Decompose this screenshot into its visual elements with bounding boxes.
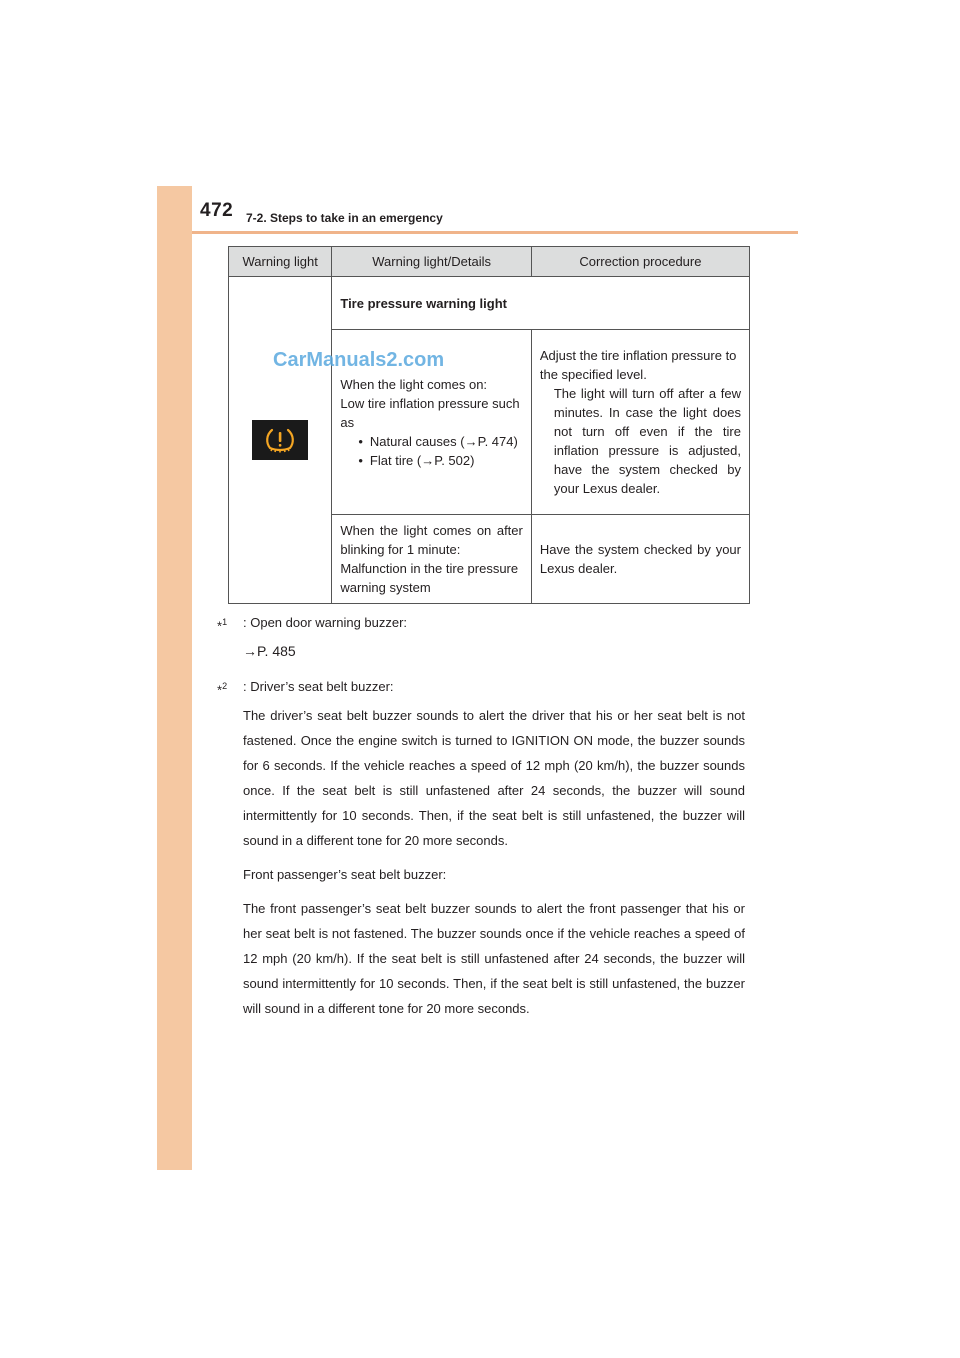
column-header-warning-light: Warning light bbox=[229, 247, 332, 277]
details-cell-malfunction bbox=[332, 515, 532, 604]
footnotes bbox=[210, 610, 745, 1021]
watermark-logo: CarManuals2.com bbox=[273, 349, 445, 371]
section-title: 7-2. Steps to take in an emergency bbox=[246, 211, 443, 225]
table-row bbox=[229, 277, 750, 330]
column-header-correction: Correction procedure bbox=[531, 247, 749, 277]
footnote-1-marker: *$^1$ bbox=[217, 617, 228, 634]
correction-step: Have the system checked by your Lexus dealer. bbox=[539, 542, 741, 576]
header-rule bbox=[192, 231, 798, 234]
correction-cell-malfunction bbox=[531, 515, 749, 604]
cause-list bbox=[340, 432, 523, 470]
footnote-2-passenger-text: The front passenger’s seat belt buzzer sounds to alert the front passenger that his or her seat belt is not fastened. The buzzer sounds once if the vehicle reaches a speed of 12 mph (20 km/h). If the seat belt is still unfastened after 24 seconds, the buzzer will sound intermittently for 10 seconds. Then, if the seat belt is still unfastened, the buzzer will sound in a different tone for 20 more seconds. bbox=[243, 901, 745, 1016]
footnote-1-title: *$^1$ : Open door warning buzzer: bbox=[210, 610, 745, 635]
tire-pressure-title: Tire pressure warning light bbox=[340, 295, 507, 311]
warning-light-table bbox=[228, 246, 750, 604]
footnote-2-passenger-title: Front passenger’s seat belt buzzer: bbox=[243, 867, 447, 882]
footnote-1-reference: →P. 485 bbox=[243, 643, 296, 659]
tire-pressure-title-cell bbox=[332, 277, 750, 330]
list-item: • Flat tire (→P. 502) bbox=[358, 451, 523, 470]
detail-cause: Malfunction in the tire pressure warning system bbox=[340, 561, 519, 595]
correction-cell-low-pressure bbox=[531, 330, 749, 515]
list-item: • Natural causes (→P. 474) bbox=[358, 432, 523, 451]
chapter-sidebar-band bbox=[157, 186, 192, 1170]
detail-cause: Low tire inflation pressure such as bbox=[340, 395, 520, 430]
detail-condition: When the light comes on: bbox=[340, 376, 488, 392]
column-header-details: Warning light/Details bbox=[332, 247, 532, 277]
tire-pressure-warning-icon bbox=[252, 420, 308, 460]
footnote-2-title: *$^2$ : Driver’s seat belt buzzer: bbox=[210, 674, 745, 699]
table-header-row bbox=[229, 247, 750, 277]
correction-step: Adjust the tire inflation pressure to the specified level. bbox=[539, 348, 737, 382]
correction-note: The light will turn off after a few minutes. In case the light does not turn off even if the tire inflation pressure is adjusted, have the system checked by your Lexus dealer. bbox=[553, 386, 741, 496]
footnote-2-marker: *$^2$ bbox=[217, 681, 228, 698]
warning-light-icon-cell bbox=[229, 277, 332, 604]
page-number: 472 bbox=[200, 200, 234, 221]
footnote-2-driver-text: The driver’s seat belt buzzer sounds to alert the driver that his or her seat belt is not fastened. Once the engine switch is turned to IGNITION ON mode, the buzzer sounds for 6 seconds. If the vehicle reaches a speed of 12 mph (20 km/h), the buzzer sounds once. If the seat belt is still unfastened after 24 seconds, the buzzer will sound intermittently for 10 seconds. Then, if the seat belt is still unfastened, the buzzer will sound in a different tone for 20 more seconds. bbox=[243, 708, 745, 848]
detail-condition: When the light comes on after blinking for 1 minute: bbox=[340, 523, 523, 557]
